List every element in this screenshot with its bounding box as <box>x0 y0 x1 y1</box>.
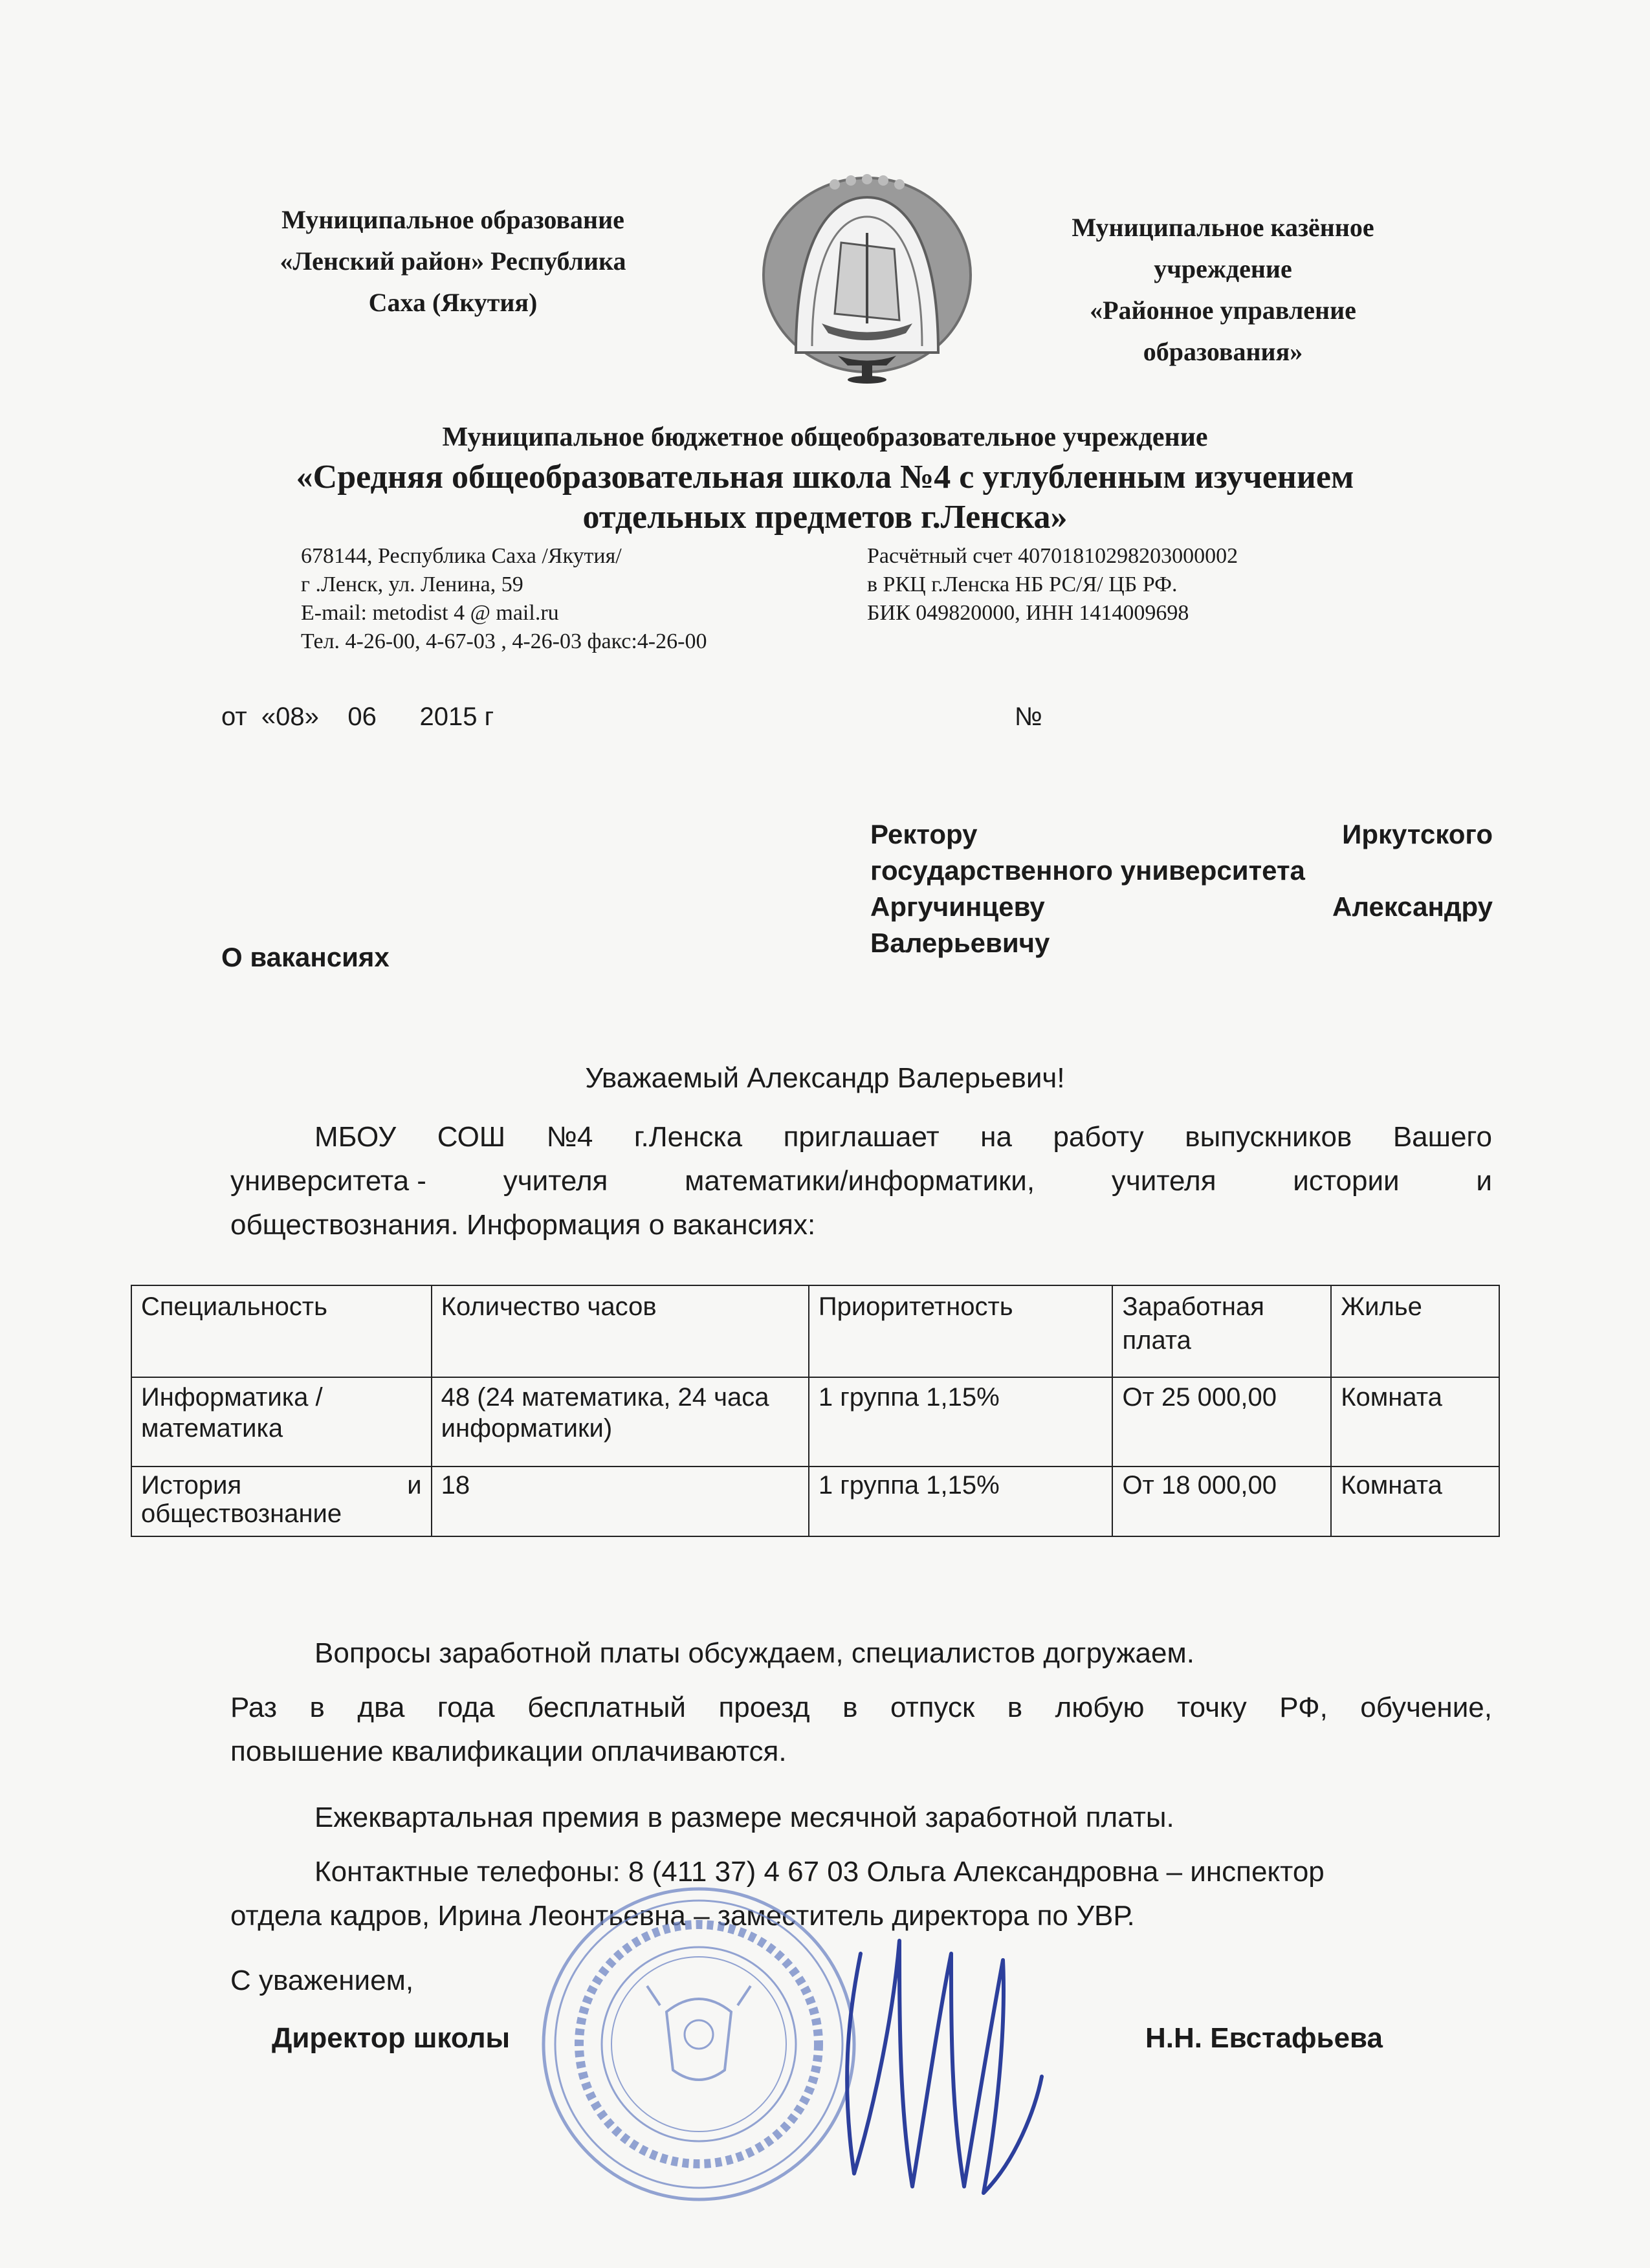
greeting: Уважаемый Александр Валерьевич! <box>585 1062 1065 1094</box>
word: Раз <box>230 1692 278 1723</box>
cell-salary: От 18 000,00 <box>1112 1467 1331 1536</box>
requisite-line: E-mail: metodist 4 @ mail.ru <box>301 601 559 625</box>
requisite-line: БИК 049820000, ИНН 1414009698 <box>867 601 1189 625</box>
specialty-word: История <box>141 1471 242 1499</box>
addressee-word: Александру <box>1332 891 1493 922</box>
column-header: Количество часов <box>432 1285 809 1377</box>
addressee-line: государственного университета <box>870 855 1305 886</box>
paragraph-benefits <box>230 1686 1492 1774</box>
word: выпускников <box>1185 1121 1352 1153</box>
word: г.Ленска <box>633 1121 743 1153</box>
word: обучение, <box>1360 1692 1492 1723</box>
word: проезд <box>718 1692 810 1723</box>
signer-name: Н.Н. Евстафьева <box>1145 2022 1383 2054</box>
org-name: «Средняя общеобразовательная школа №4 с углубленным изучением <box>296 459 1354 496</box>
addressee-line: Валерьевичу <box>870 928 1050 958</box>
header-right-line: Муниципальное казённое <box>1072 213 1374 242</box>
paragraph-bonus: Ежеквартальная премия в размере месячной заработной платы. <box>314 1802 1174 1833</box>
word: в <box>842 1692 858 1723</box>
word: математики/информатики, <box>685 1165 1035 1197</box>
closing: С уважением, <box>230 1965 414 1996</box>
benefits-line-2: повышение квалификации оплачиваются. <box>230 1736 787 1767</box>
word: точку <box>1176 1692 1247 1723</box>
cell-hours: 18 <box>432 1467 809 1536</box>
org-name-cont: отдельных предметов г.Ленска» <box>582 499 1068 536</box>
header-right-line: учреждение <box>1154 254 1292 283</box>
column-header: Заработная плата <box>1112 1285 1331 1377</box>
contacts-line-1: Контактные телефоны: 8 (411 37) 4 67 03 Ольга Александровна – инспектор <box>314 1856 1325 1888</box>
word: бесплатный <box>527 1692 686 1723</box>
word: №4 <box>546 1121 593 1153</box>
ship-emblem-icon <box>725 171 1009 411</box>
vacancies-table <box>131 1285 1500 1537</box>
specialty-word: обществознание <box>141 1499 342 1528</box>
header-left-line: Саха (Якутия) <box>368 288 538 317</box>
header-right-line: образования» <box>1143 337 1303 366</box>
word: года <box>437 1692 495 1723</box>
requisite-line: г .Ленск, ул. Ленина, 59 <box>301 572 523 596</box>
requisite-line: Расчётный счет 40701810298203000002 <box>867 544 1238 568</box>
addressee-word: Ректору <box>870 819 978 849</box>
word: работу <box>1053 1121 1144 1153</box>
word: и <box>1476 1165 1492 1197</box>
addressee-word: Иркутского <box>1342 819 1493 849</box>
word: истории <box>1293 1165 1400 1197</box>
intro-paragraph <box>230 1115 1492 1247</box>
table-row <box>131 1467 1499 1536</box>
column-header: Приоритетность <box>809 1285 1113 1377</box>
cell-hours: 48 (24 математика, 24 часа информатики) <box>432 1377 809 1467</box>
word: в <box>309 1692 325 1723</box>
specialty-word: и <box>407 1471 422 1499</box>
requisite-line: Тел. 4-26-00, 4-67-03 , 4-26-03 факс:4-26-00 <box>301 629 707 653</box>
benefits-line-1 <box>230 1686 1492 1730</box>
word: два <box>357 1692 405 1723</box>
handwritten-signature-icon <box>822 1915 1055 2199</box>
header-left-line: Муниципальное образование <box>281 205 624 234</box>
table-header-row <box>131 1285 1499 1377</box>
requisite-line: в РКЦ г.Ленска НБ РС/Я/ ЦБ РФ. <box>867 572 1178 596</box>
word: МБОУ <box>314 1121 397 1153</box>
cell-housing: Комната <box>1331 1377 1499 1467</box>
cell-housing: Комната <box>1331 1467 1499 1536</box>
org-type: Муниципальное бюджетное общеобразовательное учреждение <box>442 422 1208 452</box>
column-header: Жилье <box>1331 1285 1499 1377</box>
cell-priority: 1 группа 1,15% <box>809 1377 1113 1467</box>
letter-date: от «08» 06 2015 г <box>221 703 494 731</box>
cell-priority: 1 группа 1,15% <box>809 1467 1113 1536</box>
header-right-line: «Районное управление <box>1090 296 1356 325</box>
word: Вашего <box>1392 1121 1492 1153</box>
requisite-line: 678144, Республика Саха /Якутия/ <box>301 544 622 568</box>
word: отпуск <box>890 1692 975 1723</box>
word: университета - <box>230 1165 426 1197</box>
requisites-right <box>867 542 1238 627</box>
word: в <box>1007 1692 1023 1723</box>
word: приглашает <box>783 1121 940 1153</box>
word: на <box>980 1121 1012 1153</box>
header-left-line: «Ленский район» Республика <box>280 246 626 276</box>
letter-number: № <box>1015 703 1042 731</box>
addressee-word: Аргучинцеву <box>870 891 1045 922</box>
contacts-line-2: отдела кадров, Ирина Леонтьевна – заместитель директора по УВР. <box>230 1900 1135 1932</box>
signer-title: Директор школы <box>272 2022 511 2054</box>
table-row <box>131 1377 1499 1467</box>
cell-specialty: Информатика /математика <box>131 1377 432 1467</box>
word: учителя <box>503 1165 608 1197</box>
letter-subject: О вакансиях <box>221 942 390 972</box>
paragraph-salary: Вопросы заработной платы обсуждаем, специалистов догружаем. <box>314 1637 1194 1669</box>
header-right-org <box>1035 207 1411 373</box>
word: СОШ <box>437 1121 506 1153</box>
cell-salary: От 25 000,00 <box>1112 1377 1331 1467</box>
intro-line-2 <box>230 1159 1492 1203</box>
column-header: Специальность <box>131 1285 432 1377</box>
intro-line-1 <box>230 1115 1492 1159</box>
addressee <box>870 816 1493 961</box>
word: учителя <box>1111 1165 1216 1197</box>
word: любую <box>1055 1692 1145 1723</box>
header-left-org <box>214 199 692 323</box>
cell-specialty <box>131 1467 432 1536</box>
requisites-left <box>301 542 707 656</box>
word: РФ, <box>1279 1692 1328 1723</box>
intro-line-3: обществознания. Информация о вакансиях: <box>230 1209 816 1241</box>
